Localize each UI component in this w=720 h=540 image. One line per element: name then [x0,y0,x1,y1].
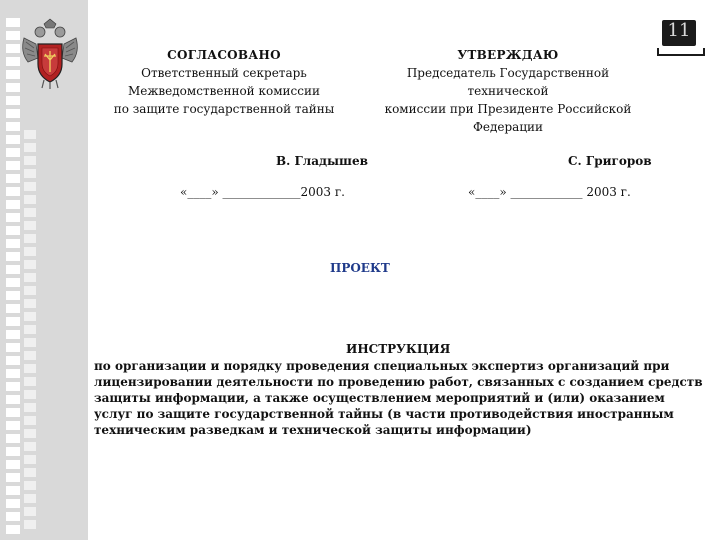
project-label: ПРОЕКТ [330,261,390,275]
approval-right-line: комиссии при Президенте Российской [384,102,632,116]
approval-left-block [108,46,340,118]
approval-left-line: по защите государственной тайны [113,102,335,116]
signer-right-name: С. Григоров [568,154,652,168]
approval-left-heading: СОГЛАСОВАНО [167,48,281,62]
date-right: «____» ____________ 2003 г. [468,185,631,199]
instruction-body: по организации и порядку проведения специальных экспертиз организаций при лицензировании деятельности по проведению работ, связанных с созданием средств защиты информации, а также осуществлением мероприятий и (или) оказанием услуг по защите государственной тайны (в части противодействия иностранным техническим разведкам и технической защиты информации) [94,359,703,437]
instruction-title: ИНСТРУКЦИЯ [346,342,451,356]
slide-number: 11 [667,20,691,41]
signer-left-name: В. Гладышев [276,154,368,168]
slide-number-badge [659,18,699,52]
approval-right-block [368,46,648,136]
slide-number-bracket [657,48,705,56]
approval-right-line: Председатель Государственной технической [406,66,610,98]
sidebar-pattern [6,18,20,538]
date-left: «____» _____________2003 г. [180,185,345,199]
approval-left-line: Ответственный секретарь [141,66,307,80]
approval-left-line: Межведомственной комиссии [128,84,320,98]
approval-right-heading: УТВЕРЖДАЮ [457,48,559,62]
approval-right-line: Федерации [472,120,544,134]
coat-of-arms-emblem-icon [18,18,82,90]
left-decorative-sidebar [0,0,88,540]
sidebar-pattern-inner [24,130,36,530]
